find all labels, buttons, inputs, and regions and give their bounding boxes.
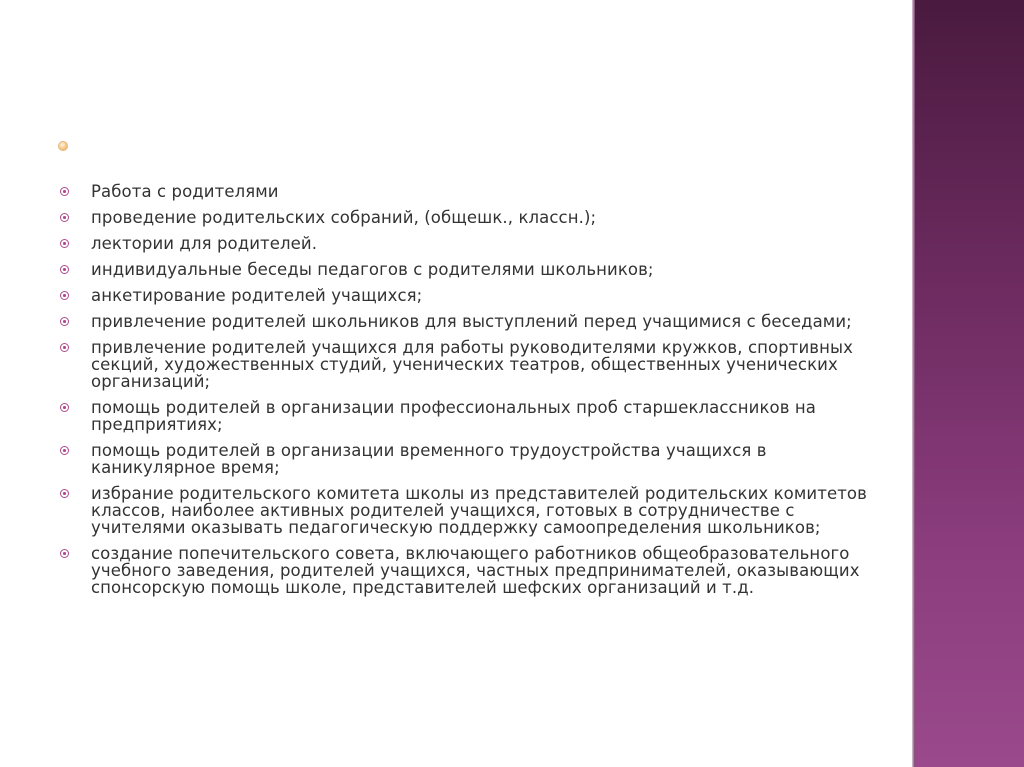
bullet-circle-icon — [60, 403, 69, 412]
list-item-text: помощь родителей в организации профессиональных проб старшеклассников на предприятиях; — [91, 398, 816, 434]
bullet-list — [58, 183, 888, 605]
list-item — [58, 261, 888, 278]
list-item — [58, 235, 888, 252]
side-band-edge — [912, 0, 915, 767]
bullet-circle-icon — [60, 239, 69, 248]
list-item-text: анкетирование родителей учащихся; — [91, 286, 423, 305]
list-item-text: привлечение родителей учащихся для работы руководителями кружков, спортивных секций, художественных студий, ученических театров, общественных ученических организаций; — [91, 338, 854, 391]
bullet-circle-icon — [60, 213, 69, 222]
list-item — [58, 399, 888, 433]
list-item — [58, 485, 888, 536]
list-item — [58, 545, 888, 596]
bullet-circle-icon — [60, 446, 69, 455]
list-item-text: создание попечительского совета, включающего работников общеобразовательного учебного заведения, родителей учащихся, частных предпринимателей, оказывающих спонсорскую помощь школе, представителей шефских организаций и т.д. — [91, 544, 860, 597]
list-item-text: избрание родительского комитета школы из представителей родительских комитетов классов, наиболее активных родителей учащихся, готовых в сотрудничестве с учителями оказывать педагогическую поддержку самоопределения школьников; — [91, 484, 867, 537]
list-item — [58, 183, 888, 200]
list-item — [58, 287, 888, 304]
bullet-circle-icon — [60, 317, 69, 326]
list-item — [58, 313, 888, 330]
bullet-circle-icon — [60, 265, 69, 274]
list-item-text: лектории для родителей. — [91, 234, 318, 253]
list-item-text: проведение родительских собраний, (общешк., классн.); — [91, 208, 597, 227]
bullet-circle-icon — [60, 489, 69, 498]
list-item-text: помощь родителей в организации временного трудоустройства учащихся в каникулярное время; — [91, 441, 767, 477]
bullet-circle-icon — [60, 343, 69, 352]
bullet-circle-icon — [60, 187, 69, 196]
list-item-text: Работа с родителями — [91, 182, 279, 201]
bullet-circle-icon — [60, 291, 69, 300]
list-item-text: привлечение родителей школьников для выступлений перед учащимися с беседами; — [91, 312, 852, 331]
bullet-circle-icon — [60, 549, 69, 558]
list-item — [58, 442, 888, 476]
list-item-text: индивидуальные беседы педагогов с родителями школьников; — [91, 260, 654, 279]
list-item — [58, 209, 888, 226]
decorative-side-band — [912, 0, 1024, 767]
empty-bullet-icon — [58, 141, 68, 151]
list-item — [58, 339, 888, 390]
